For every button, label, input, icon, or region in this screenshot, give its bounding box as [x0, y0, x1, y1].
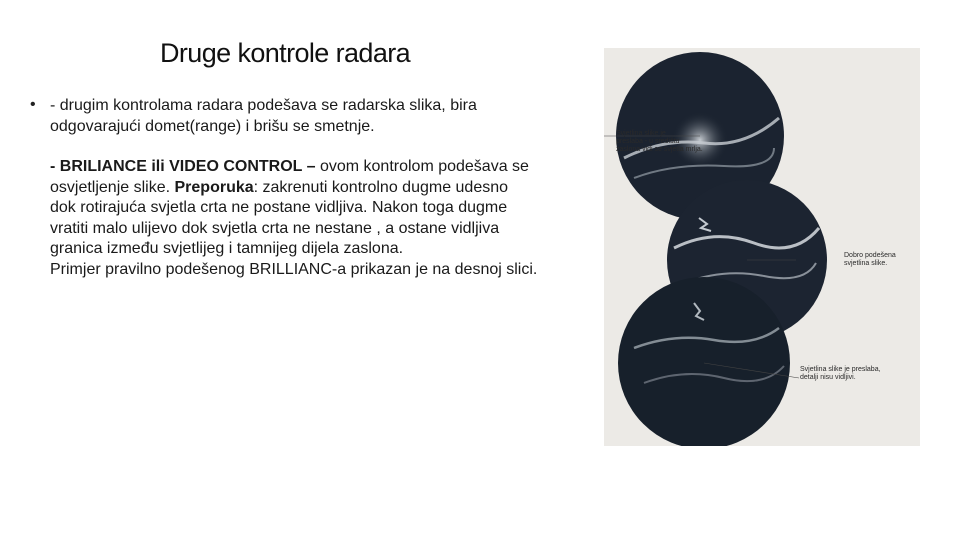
bullet-line-1: - drugim kontrolama radara podešava se radarska slika, bira [50, 97, 477, 114]
brilliance-line-5: granica između svjetlijeg i tamnijeg dijela zaslona. [50, 240, 404, 257]
caption-correct [844, 252, 896, 268]
bullet-line-2: odgovarajući domet(range) i brišu se smetnje. [50, 117, 375, 135]
caption-too-dim-line-1: Svjetlina slike je preslaba, [800, 366, 881, 373]
brilliance-line-4: vratiti malo ulijevo dok svjetla crta ne nestane , a ostane vidljiva [50, 219, 500, 237]
bullet-marker: • [30, 96, 36, 113]
bullet-paragraph [50, 96, 600, 137]
brilliance-text-1: ovom kontrolom podešava se [315, 158, 529, 175]
caption-too-bright [616, 130, 703, 154]
caption-too-bright-line-3: zaslona vidi se svjetla mrlja. [616, 146, 703, 153]
brilliance-line-2 [50, 178, 600, 199]
brilliance-text-2b: : zakrenuti kontrolno dugme udesno [253, 178, 509, 196]
brilliance-line-3: dok rotirajuća svjetla crta ne postane vidljiva. Nakon toga dugme [50, 199, 508, 216]
slide-title: Druge kontrole radara [160, 38, 411, 68]
brilliance-line-1 [50, 157, 600, 178]
caption-correct-line-2: svjetlina slike. [844, 260, 888, 267]
caption-correct-line-1: Dobro podešena [844, 252, 896, 259]
caption-too-bright-line-1: Svjetlina slike je [616, 130, 666, 137]
radar-brilliance-figure [604, 48, 920, 446]
caption-too-dim [800, 366, 881, 382]
brilliance-paragraph [50, 157, 600, 280]
brilliance-line-6: Primjer pravilno podešenog BRILLIANC-a prikazan je na desnoj slici. [50, 260, 538, 278]
body-text [50, 96, 600, 280]
brilliance-heading: - BRILIANCE ili VIDEO CONTROL – [50, 158, 316, 175]
caption-too-dim-line-2: detalji nisu vidljivi. [800, 374, 856, 381]
brilliance-text-2a: osvjetljenje slike. [50, 178, 175, 196]
recommendation-label: Preporuka [174, 178, 254, 196]
radar-screens-illustration [604, 48, 920, 446]
caption-too-bright-line-2: preslaba - u središtu [616, 138, 680, 145]
